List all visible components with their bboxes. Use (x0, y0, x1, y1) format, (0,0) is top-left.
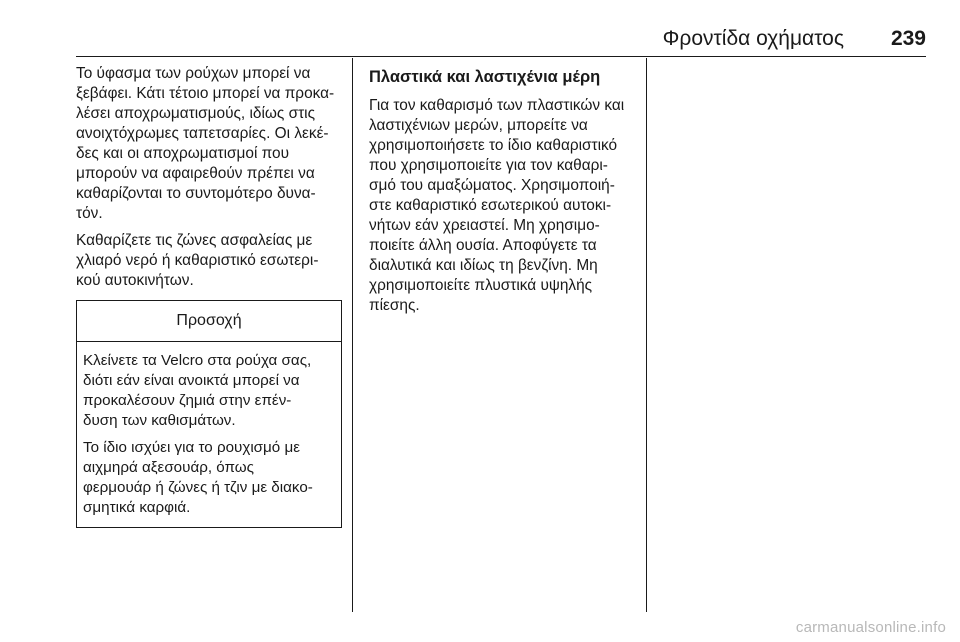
watermark-link[interactable]: carmanualsonline.info (795, 619, 946, 636)
section-title: Φροντίδα οχήματος (662, 27, 844, 50)
notice-title: Προσοχή (77, 301, 341, 342)
column-divider-left (352, 58, 353, 612)
notice-body (77, 342, 341, 527)
notice-paragraph: Το ίδιο ισχύει για το ρουχισμό με αιχμηρά αξεσουάρ, όπως φερμουάρ ή ζώνες ή τζιν με διακο- σμητικά καρφιά. (83, 439, 313, 516)
header-divider (76, 56, 926, 57)
left-column (76, 64, 342, 528)
column-divider-right (646, 58, 647, 612)
page-header (76, 26, 926, 56)
notice-paragraph: Κλείνετε τα Velcro στα ρούχα σας, διότι εάν είναι ανοικτά μπορεί να προκαλέσουν ζημιά στην επέν- δυση των καθισμάτων. (83, 352, 312, 429)
body-paragraph: Για τον καθαρισμό των πλαστικών και λαστιχένιων μερών, μπορείτε να χρησιμοποιήσετε το ίδιο καθαριστικό που χρησιμοποιείτε για τον καθαρι- σμό του αμαξώματος. Χρησιμοποιή- στε καθαριστικό εσωτερικού αυτοκι- νήτων εάν χρειαστεί. Μη χρησιμο- ποιείτε άλλη ουσία. Αποφύγετε τα διαλυτικά και ιδίως τη βενζίνη. Μη χρησιμοποιείτε πλυστικά υψηλής πίεσης. (369, 97, 625, 314)
page-number: 239 (890, 27, 926, 50)
caution-notice-box (76, 300, 342, 528)
body-paragraph: Το ύφασμα των ρούχων μπορεί να ξεβάφει. Κάτι τέτοιο μπορεί να προκα- λέσει αποχρωματισμούς, ιδίως στις ανοιχτόχρωμες ταπετσαρίες. Οι λεκέ- δες και οι αποχρωματισμοί που μπορούν να αφαιρεθούν πρέπει να καθαρίζονται το συντομότερο δυνα- τόν. (76, 65, 335, 222)
body-paragraph: Καθαρίζετε τις ζώνες ασφαλείας με χλιαρό νερό ή καθαριστικό εσωτερι- κού αυτοκινήτων. (76, 232, 319, 289)
middle-column (369, 64, 635, 323)
section-heading: Πλαστικά και λαστιχένια μέρη (369, 68, 601, 86)
